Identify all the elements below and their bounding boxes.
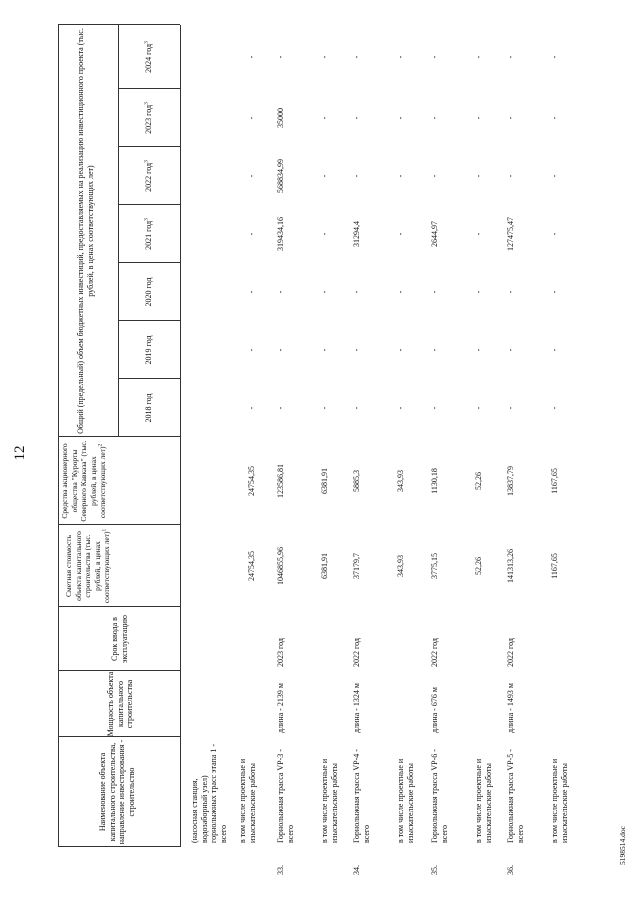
row-estimate: 1046855,96 — [276, 547, 285, 585]
row-year-value: - — [247, 174, 256, 178]
row-year-value: - — [247, 406, 256, 410]
row-year-value: - — [474, 174, 483, 178]
row-number: 33. — [276, 865, 285, 875]
row-year-value: - — [320, 232, 329, 236]
header-term: Срок ввода в эксплуатацию — [110, 615, 129, 663]
row-year-value: - — [320, 290, 329, 294]
row-year-value: - — [352, 174, 361, 178]
header-year — [144, 321, 154, 379]
row-year-value: - — [474, 290, 483, 294]
row-year-value: - — [396, 290, 405, 294]
row-name: Горнолыжная трасса VP-6 - всего — [430, 749, 449, 843]
row-year-value: - — [550, 116, 559, 120]
row-year-value: - — [352, 55, 361, 59]
table-line — [118, 378, 180, 379]
table-line — [58, 736, 180, 737]
row-year-value: - — [430, 55, 439, 59]
header-year — [144, 379, 154, 437]
header-company-sup: 2 — [97, 443, 104, 447]
row-number: 35. — [430, 865, 439, 875]
row-year-value: - — [474, 348, 483, 352]
row-year-value: - — [430, 290, 439, 294]
row-year-value: - — [396, 174, 405, 178]
row-year-value: - — [396, 406, 405, 410]
row-name: в том числе проектные и изыскательские работы — [320, 758, 339, 843]
row-year-value: - — [276, 406, 285, 410]
row-company: 52,26 — [474, 472, 483, 490]
header-year-sup: 3 — [143, 160, 150, 163]
row-company: 6381,91 — [320, 468, 329, 494]
table-line — [58, 846, 180, 847]
row-year-value: - — [430, 116, 439, 120]
row-year-value: 568834,99 — [276, 159, 285, 193]
row-estimate: 37179,7 — [352, 553, 361, 579]
row-year-value: 319434,16 — [276, 217, 285, 251]
row-year-value: - — [320, 55, 329, 59]
row-year-value: 127475,47 — [506, 217, 515, 251]
row-year-value: - — [550, 348, 559, 352]
header-estimate-sup: 1 — [101, 528, 108, 532]
row-capacity: длина - 2139 м — [276, 683, 285, 733]
row-estimate: 141313,26 — [506, 549, 515, 583]
row-name: в том числе проектные и изыскательские работы — [238, 758, 257, 843]
row-year-value: - — [276, 348, 285, 352]
table-line — [58, 524, 180, 525]
row-year-value: - — [506, 406, 515, 410]
header-year-label: 2018 год — [144, 393, 153, 423]
row-company: 1130,18 — [430, 468, 439, 494]
header-year-label: 2024 год — [144, 43, 153, 73]
row-estimate: 6381,91 — [320, 553, 329, 579]
row-year-value: - — [247, 116, 256, 120]
table-line — [118, 146, 180, 147]
row-year-value: - — [320, 116, 329, 120]
row-year-value: - — [247, 232, 256, 236]
row-year-value: - — [474, 232, 483, 236]
row-year-value: 31294,4 — [352, 221, 361, 247]
header-estimate — [64, 525, 112, 607]
row-year-value: - — [506, 55, 515, 59]
header-year — [144, 263, 154, 321]
row-year-value: - — [352, 406, 361, 410]
header-estimate-text: Сметная стоимость объекта капитального строительства (тыс. рублей, в ценах соответствующих лет) — [64, 531, 111, 604]
row-year-value: - — [550, 232, 559, 236]
row-term: 2023 год — [276, 638, 285, 667]
row-name: Горнолыжная трасса VP-5 - всего — [506, 749, 525, 843]
header-year — [144, 25, 154, 89]
row-year-value: - — [430, 406, 439, 410]
row-year-value: - — [506, 174, 515, 178]
header-year-sup: 3 — [143, 102, 150, 105]
row-company: 123586,81 — [276, 464, 285, 498]
row-year-value: - — [320, 174, 329, 178]
row-year-value: - — [430, 348, 439, 352]
header-year — [144, 205, 154, 263]
header-year-label: 2019 год — [144, 335, 153, 365]
row-year-value: - — [550, 406, 559, 410]
row-capacity: длина - 1493 м — [506, 683, 515, 733]
row-year-value: - — [247, 348, 256, 352]
row-year-value: - — [352, 290, 361, 294]
row-year-value: - — [247, 55, 256, 59]
row-estimate: 52,26 — [474, 557, 483, 575]
row-number: 34. — [352, 865, 361, 875]
table-line — [118, 204, 180, 205]
row-year-value: - — [474, 406, 483, 410]
header-year-sup: 3 — [143, 41, 150, 44]
row-term: 2022 год — [506, 638, 515, 667]
row-year-value: - — [396, 55, 405, 59]
row-capacity: длина - 676 м — [430, 687, 439, 733]
table-line — [58, 24, 180, 25]
row-year-value: - — [276, 55, 285, 59]
row-company: 13837,79 — [506, 466, 515, 496]
row-year-value: - — [506, 290, 515, 294]
row-name: Горнолыжная трасса VP-4 - всего — [352, 749, 371, 843]
table-line — [118, 262, 180, 263]
row-year-value: - — [396, 348, 405, 352]
header-year-label: 2020 год — [144, 277, 153, 307]
header-year-sup: 3 — [143, 218, 150, 221]
header-name: Наименование объекта капитального строительства, направление инвестирования - строительство — [98, 739, 136, 845]
row-year-value: - — [506, 348, 515, 352]
header-year-label: 2022 год — [144, 162, 153, 192]
header-company-text: Средства акционерного общества "Курорты Северного Кавказа" (тыс. рублей, в ценах соответствующих лет) — [60, 440, 107, 522]
header-company — [60, 437, 108, 525]
row-company: 343,93 — [396, 470, 405, 492]
table-line — [180, 25, 181, 847]
row-estimate: 3775,15 — [430, 553, 439, 579]
row-year-value: - — [474, 116, 483, 120]
row-year-value: - — [550, 174, 559, 178]
row-year-value: - — [320, 406, 329, 410]
table-line — [118, 88, 180, 89]
row-year-value: - — [506, 116, 515, 120]
row-year-value: - — [474, 55, 483, 59]
row-name: (насосная станция, водозаборный узел) горнолыжных трасс этапа 1 - всего — [190, 743, 228, 843]
row-estimate: 343,93 — [396, 555, 405, 577]
header-budget: Общий (предельный) объем бюджетных инвестиций, предоставляемых на реализацию инвестиционного проекта (тыс. рублей, в ценах соответствующих лет) — [76, 28, 95, 434]
row-year-value: - — [396, 116, 405, 120]
row-company: 24754,35 — [247, 466, 256, 496]
row-name: в том числе проектные и изыскательские работы — [474, 758, 493, 843]
row-year-value: 2644,97 — [430, 221, 439, 247]
table-line — [118, 320, 180, 321]
table-line — [118, 25, 119, 437]
row-year-value: - — [247, 290, 256, 294]
row-year-value: - — [550, 290, 559, 294]
row-company: 1167,65 — [550, 468, 559, 494]
row-year-value: 35000 — [276, 108, 285, 128]
row-capacity: длина - 1324 м — [352, 683, 361, 733]
header-year — [144, 147, 154, 205]
row-year-value: - — [352, 116, 361, 120]
row-year-value: - — [276, 290, 285, 294]
row-year-value: - — [550, 55, 559, 59]
document-footer: 5198514.doc — [618, 826, 627, 865]
row-year-value: - — [320, 348, 329, 352]
row-term: 2022 год — [352, 638, 361, 667]
table-line — [58, 606, 180, 607]
row-name: в том числе проектные и изыскательские работы — [550, 758, 569, 843]
header-capacity: Мощность объекта капитального строительства — [106, 671, 134, 737]
header-year-label: 2023 год — [144, 104, 153, 134]
row-year-value: - — [396, 232, 405, 236]
row-number: 36. — [506, 865, 515, 875]
row-estimate: 1167,65 — [550, 553, 559, 579]
page-number: 12 — [12, 445, 28, 461]
table-line — [58, 436, 180, 437]
row-name: Горнолыжная трасса VP-3 - всего — [276, 749, 295, 843]
header-year — [144, 89, 154, 147]
header-year-label: 2021 год — [144, 220, 153, 250]
row-name: в том числе проектные и изыскательские работы — [396, 758, 415, 843]
row-company: 5885,3 — [352, 470, 361, 492]
row-year-value: - — [430, 174, 439, 178]
table-line — [58, 670, 180, 671]
row-estimate: 24754,35 — [247, 551, 256, 581]
row-year-value: - — [352, 348, 361, 352]
row-term: 2022 год — [430, 638, 439, 667]
